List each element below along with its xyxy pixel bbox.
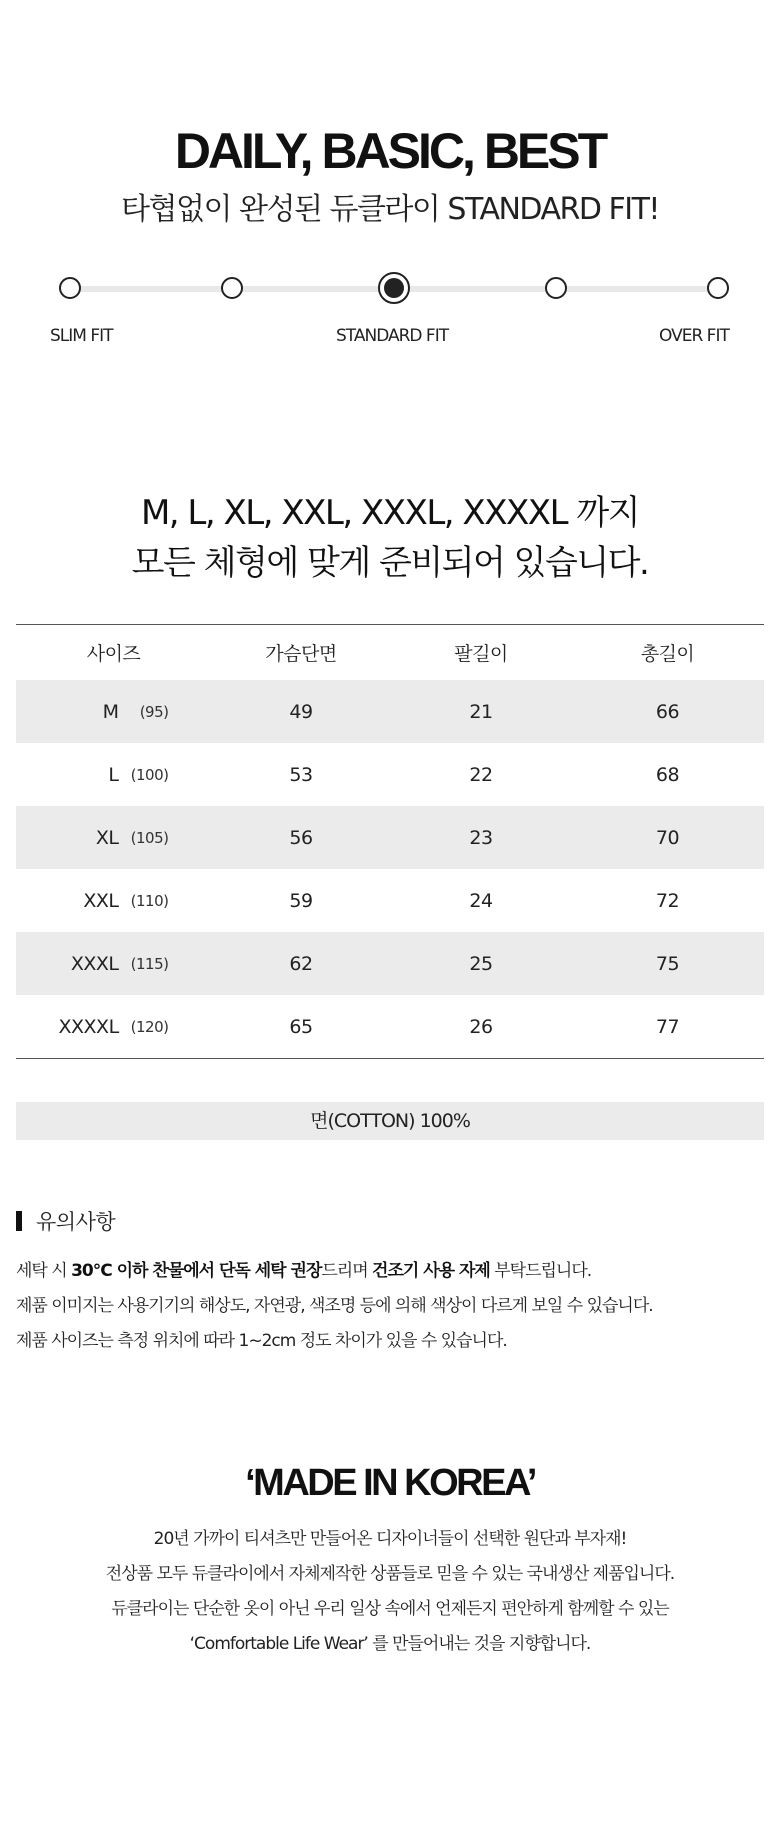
length-value: 77 [655, 1015, 680, 1038]
size-label: XXXXL [58, 1015, 119, 1038]
hero-title: DAILY, BASIC, BEST [174, 123, 606, 179]
korean-size: (115) [130, 954, 169, 973]
header-chest: 가슴단면 [265, 643, 337, 665]
chest-value: 53 [289, 763, 313, 786]
size-label: L [108, 763, 119, 786]
fit-dot-4 [545, 277, 567, 299]
korean-size: (95) [139, 702, 169, 721]
size-intro-line2: 모든 체형에 맞게 준비되어 있습니다. [131, 543, 649, 583]
notice-emphasis: 30°C 이하 찬물에서 단독 세탁 권장 [71, 1261, 322, 1281]
size-label: XXL [83, 889, 119, 912]
size-intro [0, 488, 780, 588]
table-row [16, 932, 764, 995]
fit-label-slim: SLIM FIT [50, 326, 113, 346]
korea-line-3: 듀클라이는 단순한 옷이 아닌 우리 일상 속에서 언제든지 편안하게 함께할 수 있는 [111, 1599, 669, 1619]
notice-text: 부탁드립니다. [489, 1261, 592, 1281]
made-in-korea-body [0, 1522, 780, 1662]
korean-size: (120) [130, 1017, 169, 1036]
size-label: XL [95, 826, 119, 849]
table-row [16, 743, 764, 806]
korean-size: (110) [130, 891, 169, 910]
made-in-korea-title: ‘MADE IN KOREA’ [245, 1462, 535, 1504]
sleeve-value: 21 [469, 700, 493, 723]
notice-text: 세탁 시 [16, 1261, 72, 1281]
notice-title: 유의사항 [36, 1210, 116, 1234]
korea-line-2: 전상품 모두 듀클라이에서 자체제작한 상품들로 믿을 수 있는 국내생산 제품입니다. [105, 1564, 675, 1584]
notice-list [16, 1254, 764, 1359]
length-value: 66 [655, 700, 680, 723]
size-label: XXXL [70, 952, 119, 975]
table-row [16, 806, 764, 869]
size-table-header [16, 625, 764, 680]
size-cell [16, 1016, 211, 1038]
notice-line-2: 제품 이미지는 사용기기의 해상도, 자연광, 색조명 등에 의해 색상이 다르게 보일 수 있습니다. [16, 1296, 653, 1316]
notice-line-3: 제품 사이즈는 측정 위치에 따라 1~2cm 정도 차이가 있을 수 있습니다. [16, 1331, 507, 1351]
korean-size: (100) [130, 765, 169, 784]
chest-value: 62 [289, 952, 313, 975]
fit-dot-5 [707, 277, 729, 299]
chest-value: 59 [289, 889, 313, 912]
header-size: 사이즈 [86, 643, 141, 665]
header-length: 총길이 [640, 643, 695, 665]
size-intro-line1: M, L, XL, XXL, XXXL, XXXXL 까지 [140, 493, 640, 533]
size-table [16, 624, 764, 1059]
fit-dot-3-selected [378, 272, 410, 304]
fit-scale [50, 270, 730, 350]
korea-line-4: ‘Comfortable Life Wear’ 를 만들어내는 것을 지향합니다. [189, 1634, 591, 1654]
size-cell [16, 827, 211, 849]
sleeve-value: 23 [469, 826, 493, 849]
sleeve-value: 22 [469, 763, 493, 786]
notice-line-1 [16, 1254, 764, 1289]
notice-text: 드리며 [321, 1261, 373, 1281]
notice-bar-marker [16, 1211, 22, 1231]
size-cell [16, 764, 211, 786]
size-cell [16, 953, 211, 975]
notice-heading [16, 1206, 115, 1236]
sleeve-value: 26 [469, 1015, 493, 1038]
chest-value: 56 [289, 826, 313, 849]
table-row [16, 680, 764, 743]
table-row [16, 995, 764, 1058]
header-sleeve: 팔길이 [454, 643, 508, 665]
chest-value: 49 [289, 700, 313, 723]
chest-value: 65 [289, 1015, 313, 1038]
size-label: M [102, 700, 119, 723]
length-value: 68 [655, 763, 680, 786]
length-value: 70 [655, 826, 680, 849]
length-value: 72 [655, 889, 680, 912]
table-row [16, 869, 764, 932]
sleeve-value: 25 [469, 952, 493, 975]
material-info: 면(COTTON) 100% [16, 1102, 764, 1140]
size-cell [16, 701, 211, 723]
fit-dot-2 [221, 277, 243, 299]
sleeve-value: 24 [469, 889, 493, 912]
fit-label-standard: STANDARD FIT [336, 326, 449, 346]
fit-label-over: OVER FIT [659, 326, 729, 346]
fit-dot-1 [59, 277, 81, 299]
hero-subtitle: 타협없이 완성된 듀클라이 STANDARD FIT! [121, 192, 659, 227]
size-cell [16, 890, 211, 912]
notice-emphasis: 건조기 사용 자제 [372, 1261, 490, 1281]
length-value: 75 [655, 952, 680, 975]
korean-size: (105) [130, 828, 169, 847]
korea-line-1: 20년 가까이 티셔츠만 만들어온 디자이너들이 선택한 원단과 부자재! [153, 1529, 627, 1549]
